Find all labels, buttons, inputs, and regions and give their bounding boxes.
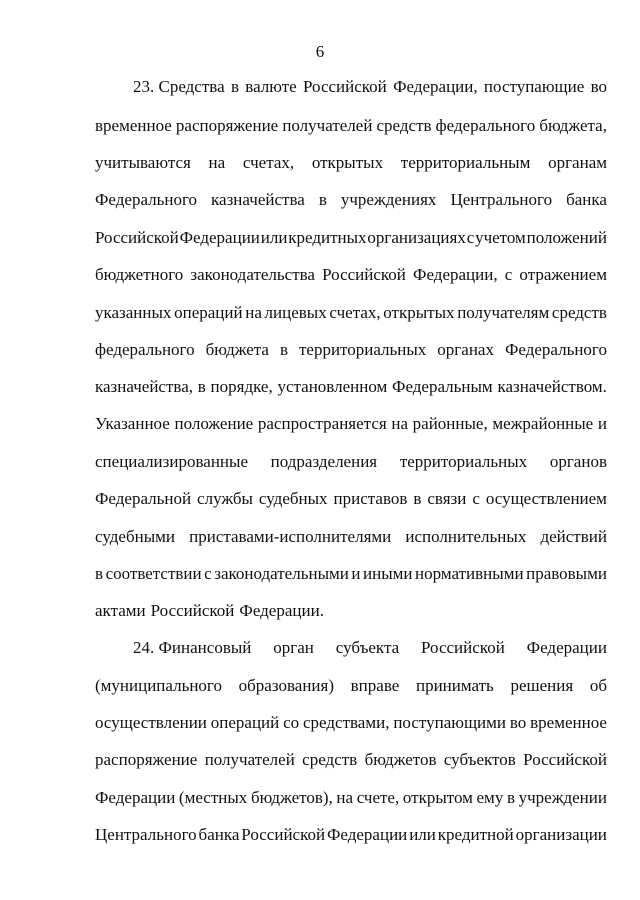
word: решения xyxy=(510,676,574,695)
word: образования) xyxy=(238,676,334,695)
word: бюджетного xyxy=(95,265,184,284)
word: иными xyxy=(363,564,413,583)
word: Федерации xyxy=(95,788,176,807)
word: судебными xyxy=(95,527,175,546)
word: средств xyxy=(551,303,607,322)
word: нормативными xyxy=(415,564,524,583)
word: субъекта xyxy=(335,638,400,657)
text-line xyxy=(95,788,607,808)
word: правовыми xyxy=(526,564,607,583)
word: принимать xyxy=(415,676,494,695)
word: казначейства xyxy=(211,190,305,209)
word: Федерального xyxy=(504,340,607,359)
word: (местных xyxy=(178,788,248,807)
word: учитываются xyxy=(95,153,191,172)
text-line xyxy=(95,713,607,733)
word: или xyxy=(409,825,436,844)
word: Указанное xyxy=(95,414,170,433)
word: Федерации, xyxy=(413,265,498,284)
word: открытых xyxy=(383,303,455,322)
word: банка xyxy=(198,825,240,844)
word: Центрального xyxy=(95,825,197,844)
word: Российской xyxy=(95,228,179,247)
word: в xyxy=(279,340,288,359)
word: получателям xyxy=(457,303,550,322)
word: положение xyxy=(174,414,254,433)
word: бюджета xyxy=(205,340,269,359)
text-line xyxy=(95,564,607,584)
word: действий xyxy=(540,527,607,546)
word: вправе xyxy=(350,676,400,695)
word: с xyxy=(466,228,475,247)
word: бюджета, xyxy=(539,116,607,135)
word: Федерации. xyxy=(239,601,324,620)
text-line xyxy=(95,527,607,547)
word: организациях xyxy=(367,228,466,247)
text-line xyxy=(95,489,607,509)
word: казначейства, xyxy=(95,377,193,396)
word: во xyxy=(509,713,527,732)
word: осуществлении xyxy=(95,713,207,732)
word: учетом xyxy=(475,228,526,247)
word: субъектов xyxy=(443,750,516,769)
word: учреждении xyxy=(518,788,607,807)
word: средств xyxy=(376,116,432,135)
text-line xyxy=(95,601,607,621)
page-number: 6 xyxy=(315,42,325,61)
word: кредитной xyxy=(437,825,514,844)
word: Российской xyxy=(303,77,387,96)
word: федерального xyxy=(95,340,195,359)
word: с xyxy=(204,564,212,583)
word: средствами, xyxy=(303,713,390,732)
text-line xyxy=(95,825,607,845)
word: Федеральной xyxy=(95,489,192,508)
word: Российской xyxy=(150,601,235,620)
word: во xyxy=(590,77,607,96)
word: межрайонные xyxy=(492,414,594,433)
word: Федеральным xyxy=(392,377,493,396)
word: подразделения xyxy=(270,452,378,471)
word: в xyxy=(413,489,422,508)
text-line xyxy=(95,414,607,434)
word: на xyxy=(245,303,262,322)
word: 23. Средства xyxy=(133,77,225,96)
text-line xyxy=(95,265,607,285)
text-line xyxy=(133,77,607,97)
word: осуществлением xyxy=(485,489,607,508)
word: открытых xyxy=(311,153,384,172)
word: связи xyxy=(427,489,467,508)
word: 24. Финансовый xyxy=(133,638,252,657)
word: на xyxy=(391,414,408,433)
word: актами xyxy=(95,601,146,620)
word: приставов xyxy=(333,489,408,508)
word: получателей xyxy=(282,116,373,135)
word: Федерации xyxy=(526,638,607,657)
word: временное xyxy=(95,116,172,135)
word: со xyxy=(283,713,300,732)
word: валюте xyxy=(245,77,297,96)
word: Центрального xyxy=(450,190,553,209)
word: открытом xyxy=(402,788,473,807)
text-line xyxy=(95,452,607,472)
word: в xyxy=(318,190,327,209)
word: распоряжение xyxy=(95,750,198,769)
word: кредитных xyxy=(288,228,367,247)
word: или xyxy=(260,228,288,247)
word: Российской xyxy=(523,750,607,769)
word: с xyxy=(472,489,480,508)
word: временное xyxy=(530,713,607,732)
text-line xyxy=(133,638,607,658)
word: в xyxy=(197,377,206,396)
word: отражением xyxy=(519,265,607,284)
word: поступающие xyxy=(483,77,585,96)
word: судебных xyxy=(258,489,328,508)
word: указанных xyxy=(95,303,172,322)
word: специализированные xyxy=(95,452,248,471)
word: Российской xyxy=(241,825,326,844)
word: бюджетов), xyxy=(250,788,333,807)
word: федерального xyxy=(435,116,536,135)
word: об xyxy=(589,676,607,695)
word: счетах, xyxy=(329,303,381,322)
word: установленном xyxy=(277,377,388,396)
word: получателей xyxy=(204,750,295,769)
text-line xyxy=(95,116,607,136)
word: Российской xyxy=(322,265,406,284)
text-line xyxy=(95,190,607,210)
word: на xyxy=(336,788,354,807)
word: счетах, xyxy=(242,153,295,172)
word: органов xyxy=(549,452,607,471)
word: исполнительных xyxy=(405,527,527,546)
word: законодательными xyxy=(214,564,349,583)
word: районные, xyxy=(412,414,488,433)
text-line xyxy=(95,676,607,696)
word: соответствии xyxy=(105,564,202,583)
word: операций xyxy=(210,713,280,732)
word: банка xyxy=(566,190,607,209)
word: лицевых xyxy=(264,303,327,322)
word: Федерации xyxy=(326,825,408,844)
word: в xyxy=(506,788,515,807)
word: Федерации xyxy=(179,228,260,247)
word: с xyxy=(504,265,513,284)
word: приставами-исполнителями xyxy=(189,527,392,546)
word: законодательства xyxy=(190,265,315,284)
word: Федерального xyxy=(95,190,198,209)
word: казначейством. xyxy=(497,377,607,396)
word: положений xyxy=(526,228,607,247)
word: и xyxy=(597,414,607,433)
word: Российской xyxy=(421,638,505,657)
word: учреждениях xyxy=(340,190,437,209)
text-line xyxy=(95,303,607,323)
text-line xyxy=(95,340,607,360)
word: Федерации, xyxy=(393,77,478,96)
word: территориальных xyxy=(298,340,427,359)
word: организации xyxy=(515,825,607,844)
text-line xyxy=(95,750,607,770)
word: и xyxy=(351,564,361,583)
word: (муниципального xyxy=(95,676,222,695)
word: орган xyxy=(273,638,314,657)
word: порядке, xyxy=(210,377,273,396)
word: операций xyxy=(174,303,243,322)
text-line xyxy=(95,228,607,248)
word: органам xyxy=(548,153,607,172)
word: ему xyxy=(476,788,504,807)
word: счете, xyxy=(356,788,400,807)
word: распоряжение xyxy=(175,116,279,135)
word: бюджетов xyxy=(364,750,437,769)
word: в xyxy=(230,77,239,96)
word: распространяется xyxy=(257,414,387,433)
word: органах xyxy=(437,340,494,359)
word: в xyxy=(95,564,104,583)
text-line xyxy=(95,377,607,397)
word: службы xyxy=(197,489,253,508)
text-line xyxy=(95,153,607,173)
word: территориальных xyxy=(399,452,528,471)
word: территориальным xyxy=(400,153,531,172)
word: средств xyxy=(302,750,358,769)
word: поступающими xyxy=(393,713,506,732)
word: на xyxy=(208,153,226,172)
